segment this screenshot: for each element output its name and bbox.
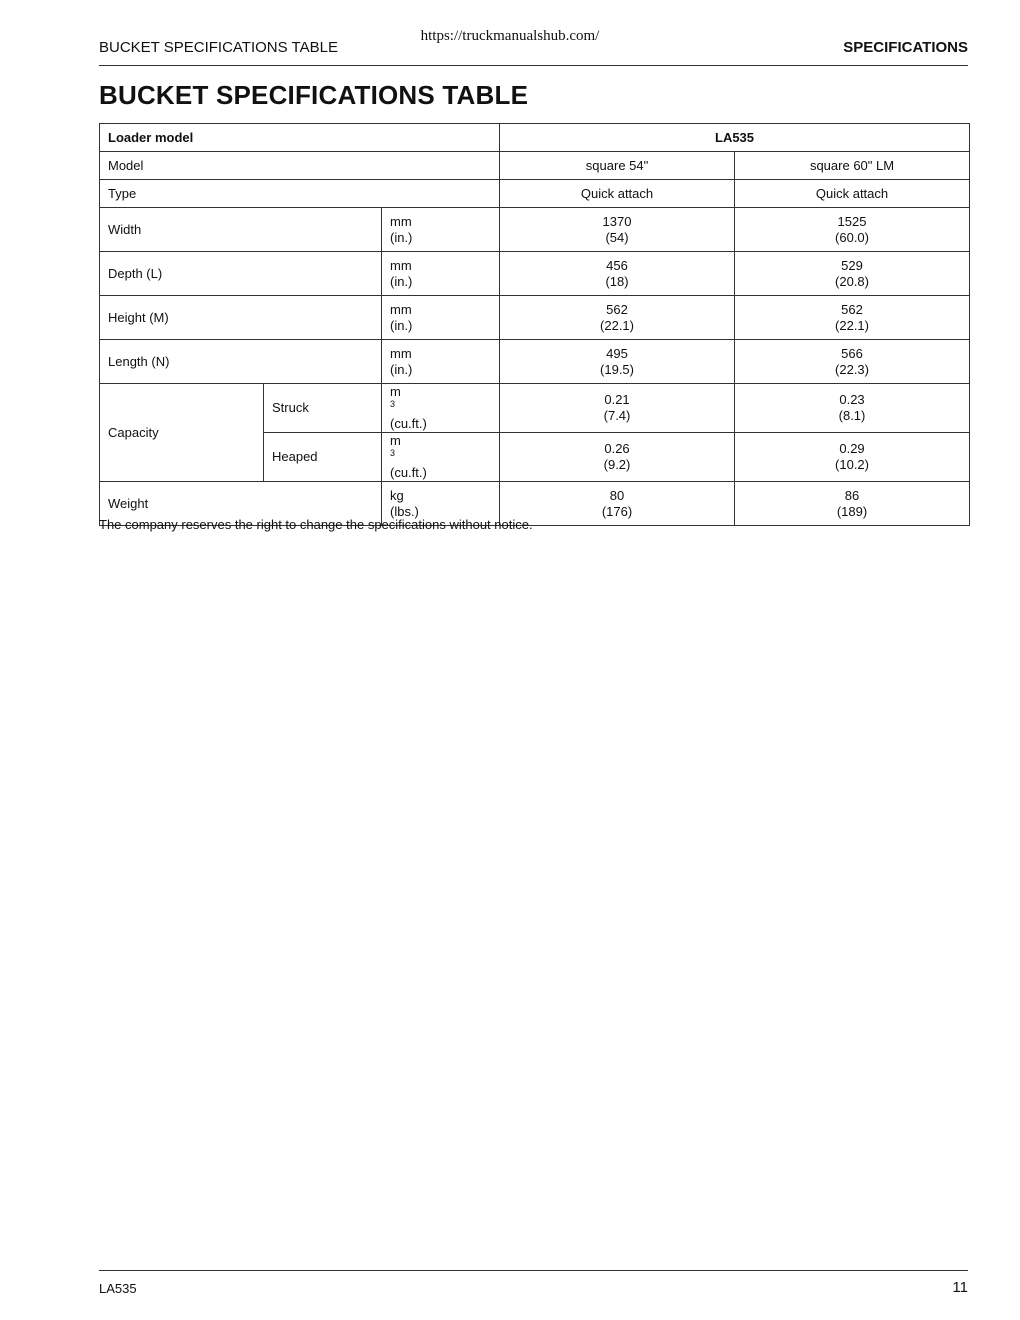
struck-col1: 0.21 (7.4) (500, 384, 735, 433)
loader-model-value: LA535 (500, 124, 970, 152)
type-col1: Quick attach (500, 180, 735, 208)
page-number: 11 (952, 1279, 968, 1296)
page-title: BUCKET SPECIFICATIONS TABLE (99, 80, 529, 110)
source-url[interactable]: https://truckmanualshub.com/ (420, 28, 600, 44)
weight-unit: kg (lbs.) (382, 482, 500, 526)
width-label: Width (100, 208, 382, 252)
depth-col2: 529 (20.8) (735, 252, 970, 296)
table-row-capacity-struck (100, 384, 970, 433)
heaped-label: Heaped (264, 433, 382, 482)
heaped-unit: m $^3$ (cu.ft.) (382, 433, 500, 482)
type-label: Type (100, 180, 500, 208)
weight-col2: 86 (189) (735, 482, 970, 526)
length-col1: 495 (19.5) (500, 340, 735, 384)
disclaimer-note: The company reserves the right to change the specifications without notice. (99, 517, 533, 532)
table-row-model (100, 152, 970, 180)
struck-unit: m $^3$ (cu.ft.) (382, 384, 500, 433)
model-col1: square 54" (500, 152, 735, 180)
depth-unit: mm (in.) (382, 252, 500, 296)
length-col2: 566 (22.3) (735, 340, 970, 384)
running-header-left: BUCKET SPECIFICATIONS TABLE (99, 39, 338, 56)
header-divider (99, 65, 968, 66)
height-label: Height (M) (100, 296, 382, 340)
height-col1: 562 (22.1) (500, 296, 735, 340)
depth-col1: 456 (18) (500, 252, 735, 296)
length-unit: mm (in.) (382, 340, 500, 384)
loader-model-label: Loader model (100, 124, 500, 152)
table-row-length (100, 340, 970, 384)
type-col2: Quick attach (735, 180, 970, 208)
model-col2: square 60" LM (735, 152, 970, 180)
bucket-spec-table (99, 123, 970, 526)
heaped-col2: 0.29 (10.2) (735, 433, 970, 482)
footer-divider (99, 1270, 968, 1271)
footer-model: LA535 (99, 1281, 137, 1296)
weight-label: Weight (100, 482, 382, 526)
depth-label: Depth (L) (100, 252, 382, 296)
running-header-right: SPECIFICATIONS (843, 39, 968, 56)
width-col2: 1525 (60.0) (735, 208, 970, 252)
weight-col1: 80 (176) (500, 482, 735, 526)
height-unit: mm (in.) (382, 296, 500, 340)
struck-label: Struck (264, 384, 382, 433)
model-label: Model (100, 152, 500, 180)
capacity-label: Capacity (100, 384, 264, 482)
struck-col2: 0.23 (8.1) (735, 384, 970, 433)
width-col1: 1370 (54) (500, 208, 735, 252)
width-unit: mm (in.) (382, 208, 500, 252)
heaped-col1: 0.26 (9.2) (500, 433, 735, 482)
table-row-width (100, 208, 970, 252)
table-row-loader-model (100, 124, 970, 152)
length-label: Length (N) (100, 340, 382, 384)
table-row-type (100, 180, 970, 208)
height-col2: 562 (22.1) (735, 296, 970, 340)
table-row-depth (100, 252, 970, 296)
table-row-height (100, 296, 970, 340)
